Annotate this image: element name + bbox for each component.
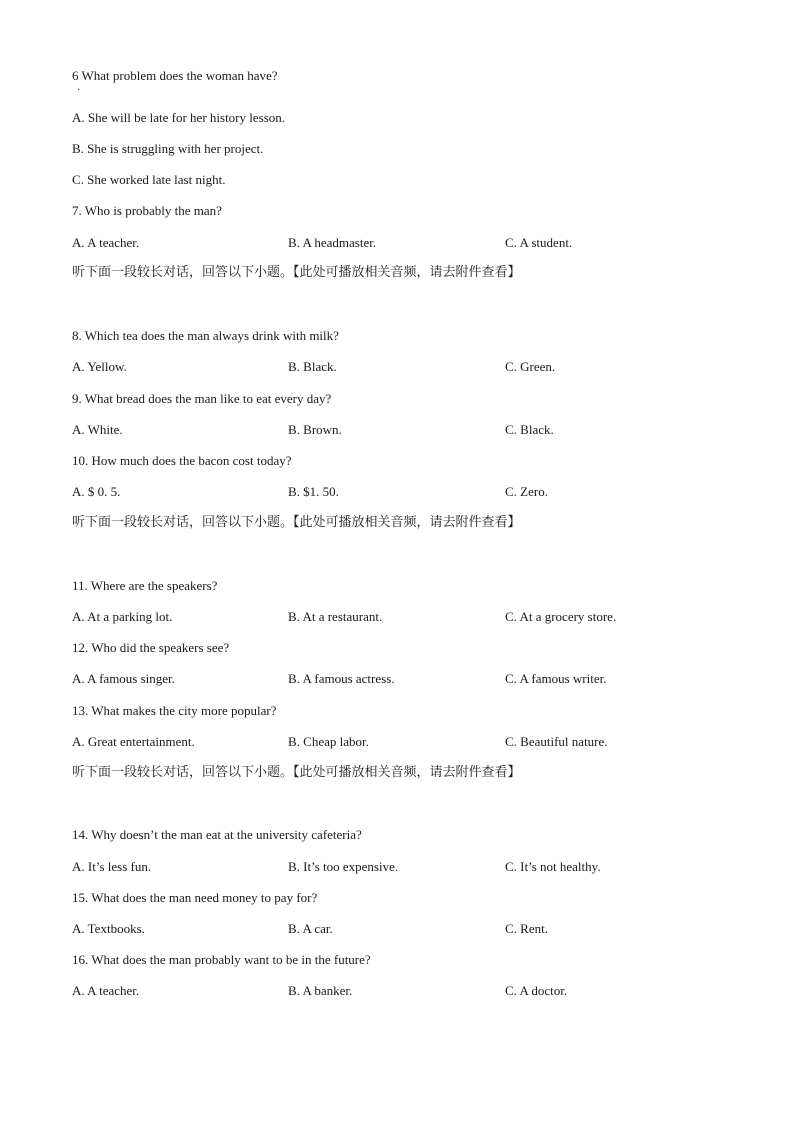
q15-option-a: A. Textbooks. [72,921,145,936]
question-7: 7. Who is probably the man? [72,203,222,218]
question-14: 14. Why doesn’t the man eat at the university cafeteria? [72,827,362,842]
question-6: 6 What problem does the woman have? [72,68,278,83]
question-10: 10. How much does the bacon cost today? [72,453,292,468]
q7-option-c: C. A student. [505,235,573,250]
q7-option-a: A. A teacher. [72,235,140,250]
q7-option-b: B. A headmaster. [288,235,377,250]
question-16: 16. What does the man probably want to be in the future? [72,952,371,967]
q13-option-a: A. Great entertainment. [72,734,195,749]
q16-option-b: B. A banker. [288,983,353,998]
q10-option-c: C. Zero. [505,484,548,499]
q13-option-c: C. Beautiful nature. [505,734,608,749]
q15-option-b: B. A car. [288,921,333,936]
question-9: 9. What bread does the man like to eat every day? [72,391,332,406]
q6-option-b: B. She is struggling with her project. [72,141,264,156]
question-11: 11. Where are the speakers? [72,578,218,593]
question-12: 12. Who did the speakers see? [72,640,230,655]
q13-option-b: B. Cheap labor. [288,734,369,749]
q6-option-a: A. She will be late for her history lesson. [72,110,286,125]
q10-option-b: B. $1. 50. [288,484,339,499]
q16-option-a: A. A teacher. [72,983,140,998]
question-15: 15. What does the man need money to pay for? [72,890,318,905]
q14-option-c: C. It’s not healthy. [505,859,601,874]
instruction-2: 听下面一段较长对话，回答以下小题。【此处可播放相关音频，请去附件查看】 [72,515,521,530]
q11-option-a: A. At a parking lot. [72,609,173,624]
q8-option-c: C. Green. [505,359,556,374]
q14-option-a: A. It’s less fun. [72,859,152,874]
q12-option-a: A. A famous singer. [72,671,175,686]
q14-option-b: B. It’s too expensive. [288,859,399,874]
q12-option-b: B. A famous actress. [288,671,395,686]
q6-option-c: C. She worked late last night. [72,172,226,187]
q11-option-c: C. At a grocery store. [505,609,617,624]
question-13: 13. What makes the city more popular? [72,703,277,718]
q10-option-a: A. $ 0. 5. [72,484,121,499]
q12-option-c: C. A famous writer. [505,671,607,686]
instruction-3: 听下面一段较长对话，回答以下小题。【此处可播放相关音频，请去附件查看】 [72,765,521,780]
q9-option-a: A. White. [72,422,123,437]
stray-dot: · [77,85,81,96]
q15-option-c: C. Rent. [505,921,548,936]
question-8: 8. Which tea does the man always drink with milk? [72,328,339,343]
q11-option-b: B. At a restaurant. [288,609,383,624]
q8-option-a: A. Yellow. [72,359,127,374]
q8-option-b: B. Black. [288,359,337,374]
q16-option-c: C. A doctor. [505,983,568,998]
q9-option-c: C. Black. [505,422,554,437]
q9-option-b: B. Brown. [288,422,342,437]
instruction-1: 听下面一段较长对话，回答以下小题。【此处可播放相关音频，请去附件查看】 [72,265,521,280]
